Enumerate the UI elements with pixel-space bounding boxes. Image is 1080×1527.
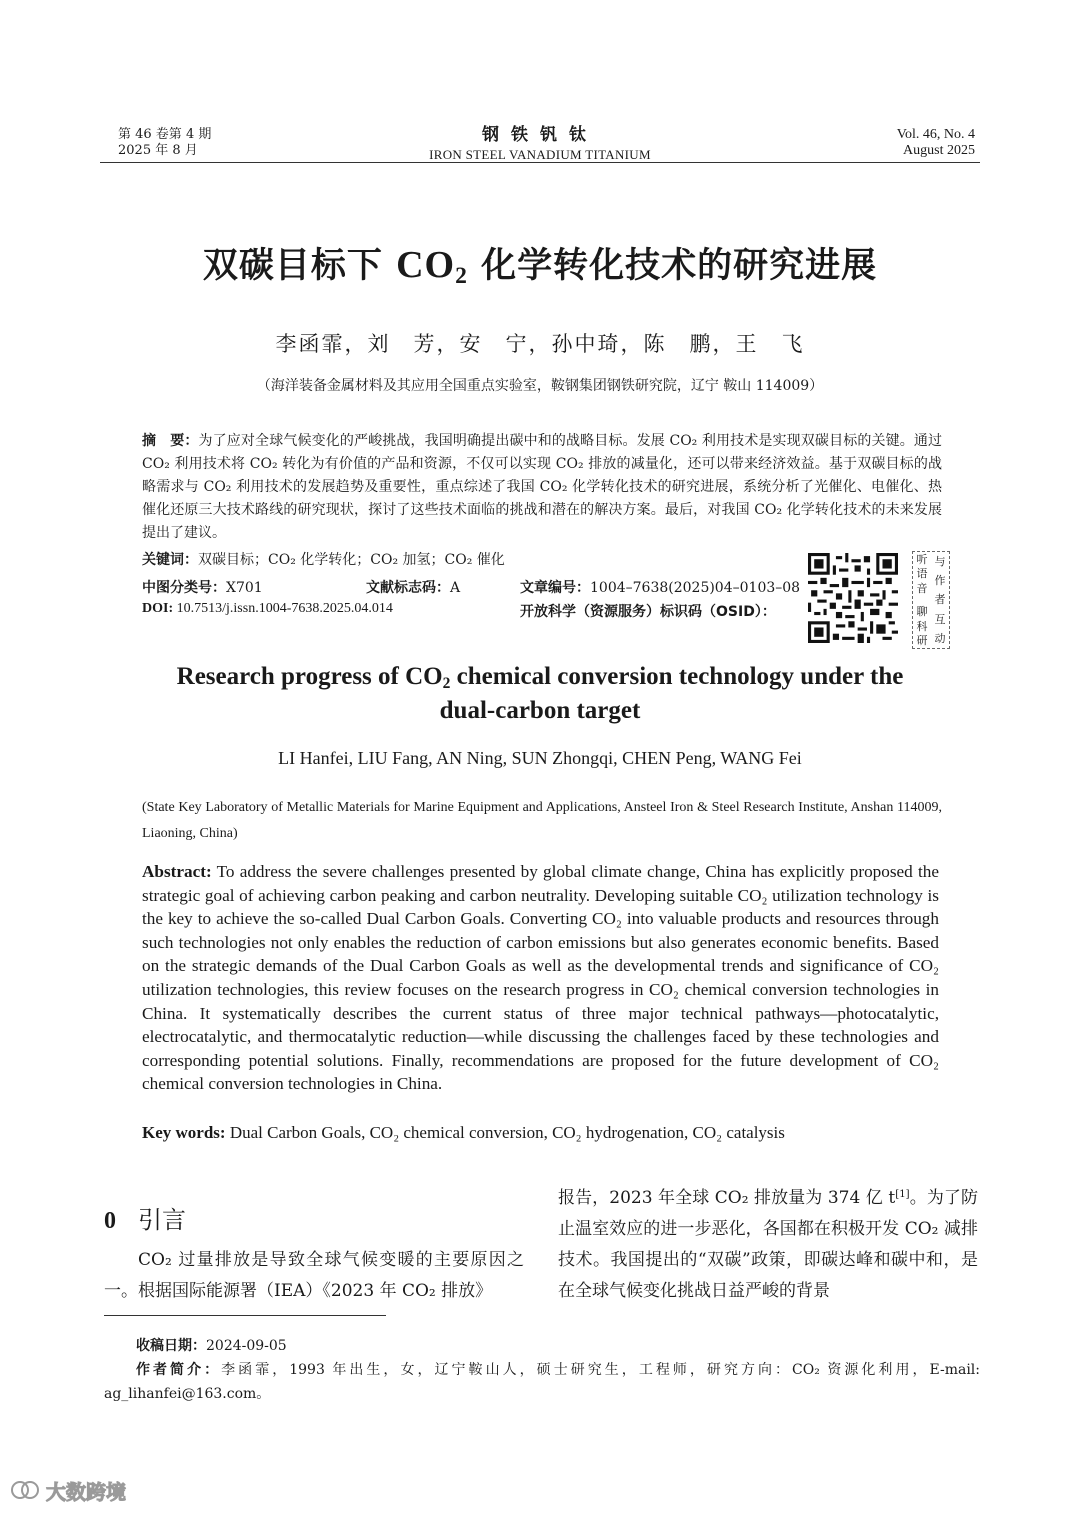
page-title-cn: 双碳目标下 $CO_2$ 化学转化技术的研究进展 — [202, 244, 878, 289]
qr-code-icon[interactable] — [808, 553, 898, 643]
authors-cn: 李函霏，刘 芳，安 宁，孙中琦，陈 鹏，王 飞 — [275, 332, 805, 356]
header-right — [897, 127, 975, 159]
affiliation-cn: （海洋装备金属材料及其应用全国重点实验室，鞍钢集团钢铁研究院，辽宁 鞍山 114009） — [256, 378, 824, 394]
date-cn: 2025 年 8 月 — [118, 143, 198, 158]
journal-name-cn: 钢铁钒钛 — [482, 125, 598, 145]
received-date: 收稿日期：2024-09-05 — [136, 1338, 287, 1354]
footnote-divider — [104, 1315, 386, 1316]
abstract-cn — [142, 430, 942, 545]
citation-ref[interactable]: [1] — [895, 1188, 910, 1200]
osid-col-right: 与 作 者 互 动 — [934, 555, 946, 645]
abstract-en-text: To address the severe challenges presented by global climate change, China has explicitly proposed the strategic goal of achieving carbon peaking and carbon neutrality. Developing suitable CO₂ utilization technology is the key to achieve the so-called Dual Carbon Goals. Converting CO₂ into valuable products and resources through such technologies not only enables the reduction of carbon emissions but also generates economic benefits. Based on the strategic demands of the Dual Carbon Goals as well as the developmental trends and significance of CO₂ utilization technologies, this review focuses on the research progress in CO₂ chemical conversion technologies in China. It systematically describes the current status of three major technical pathways—photocatalytic, electrocatalytic, and thermocatalytic reduction—while discussing the challenges faced by these technologies and corresponding potential solutions. Finally, recommendations are proposed for the future development of CO₂ chemical conversion technologies in China. — [142, 862, 939, 1094]
abstract-en — [142, 860, 939, 1096]
abstract-en-label: Abstract: — [142, 862, 212, 881]
abstract-cn-label: 摘 要： — [142, 433, 199, 449]
section-heading — [104, 1200, 186, 1235]
page-title-en: Research progress of $CO_2$ chemical conversion technology under the dual-carbon target — [176, 663, 904, 724]
volume-cn: 第 46 卷第 4 期 — [118, 127, 212, 142]
abstract-cn-text: 为了应对全球气候变化的严峻挑战，我国明确提出碳中和的战略目标。发展 CO₂ 利用技术是实现双碳目标的关键。通过 CO₂ 利用技术将 CO₂ 转化为有价值的产品和资源，不仅可以实现 CO₂ 排放的减量化，还可以带来经济效益。基于双碳目标的战略需求与 CO₂ 利用技术的发展趋势及重要性，重点综述了我国 CO₂ 化学转化技术的研究进展，系统分析了光催化、电催化、热催化还原三大技术路线的研究现状，探讨了这些技术面临的挑战和潜在的解决方案。最后，对我国 CO₂ 化学转化技术的未来发展提出了建议。 — [142, 433, 942, 541]
affiliation-en: (State Key Laboratory of Metallic Materials for Marine Equipment and Applications, Ansteel Iron & Steel Research Institute, Anshan 114009, Liaoning, China) — [142, 800, 942, 841]
clc-number: 中图分类号：X701 — [142, 580, 263, 596]
osid-col-left: 听 语 音 聊 科 研 — [916, 552, 928, 648]
keywords-cn: 关键词：双碳目标；CO₂ 化学转化；CO₂ 加氢；CO₂ 催化 — [142, 552, 505, 568]
section-number: 0 — [104, 1208, 116, 1234]
watermark — [10, 1470, 150, 1510]
document-code: 文献标志码：A — [366, 580, 461, 596]
osid-label: 开放科学（资源服务）标识码（OSID）： — [520, 604, 776, 620]
authors-en: LI Hanfei, LIU Fang, AN Ning, SUN Zhongqi, CHEN Peng, WANG Fei — [278, 748, 802, 768]
osid-side-panel — [912, 551, 950, 649]
body-column-right: 报告，2023 年全球 CO₂ 排放量为 374 亿 t[1]。为了防止温室效应的进一步恶化，各国都在积极开发 CO₂ 减排技术。我国提出的“双碳”政策，即碳达峰和碳中和，是在全球气候变化挑战日益严峻的背景 — [558, 1188, 979, 1301]
volume-en: Vol. 46, No. 4 — [896, 127, 975, 142]
journal-name-en: IRON STEEL VANADIUM TITANIUM — [429, 147, 651, 162]
watermark-text: 大数跨境 — [46, 1479, 126, 1504]
doi[interactable]: DOI: 10.7513/j.issn.1004-7638.2025.04.014 — [142, 601, 393, 616]
watermark-logo-icon — [10, 1479, 40, 1501]
date-en: August 2025 — [903, 143, 975, 158]
body-column-left: CO₂ 过量排放是导致全球气候变暖的主要原因之一。根据国际能源署（IEA）《2023 年 CO₂ 排放》 — [104, 1250, 524, 1301]
author-bio: 作者简介：李函霏，1993 年出生，女，辽宁鞍山人，硕士研究生，工程师，研究方向：CO₂ 资源化利用，E-mail: ag_lihanfei@163.com。 — [104, 1362, 980, 1402]
article-number: 文章编号：1004–7638(2025)04–0103–08 — [520, 580, 801, 596]
section-title: 引言 — [138, 1206, 186, 1234]
keywords-en: Key words: Dual Carbon Goals, CO₂ chemical conversion, CO₂ hydrogenation, CO₂ catalysis — [142, 1123, 785, 1142]
header-divider — [100, 162, 980, 163]
